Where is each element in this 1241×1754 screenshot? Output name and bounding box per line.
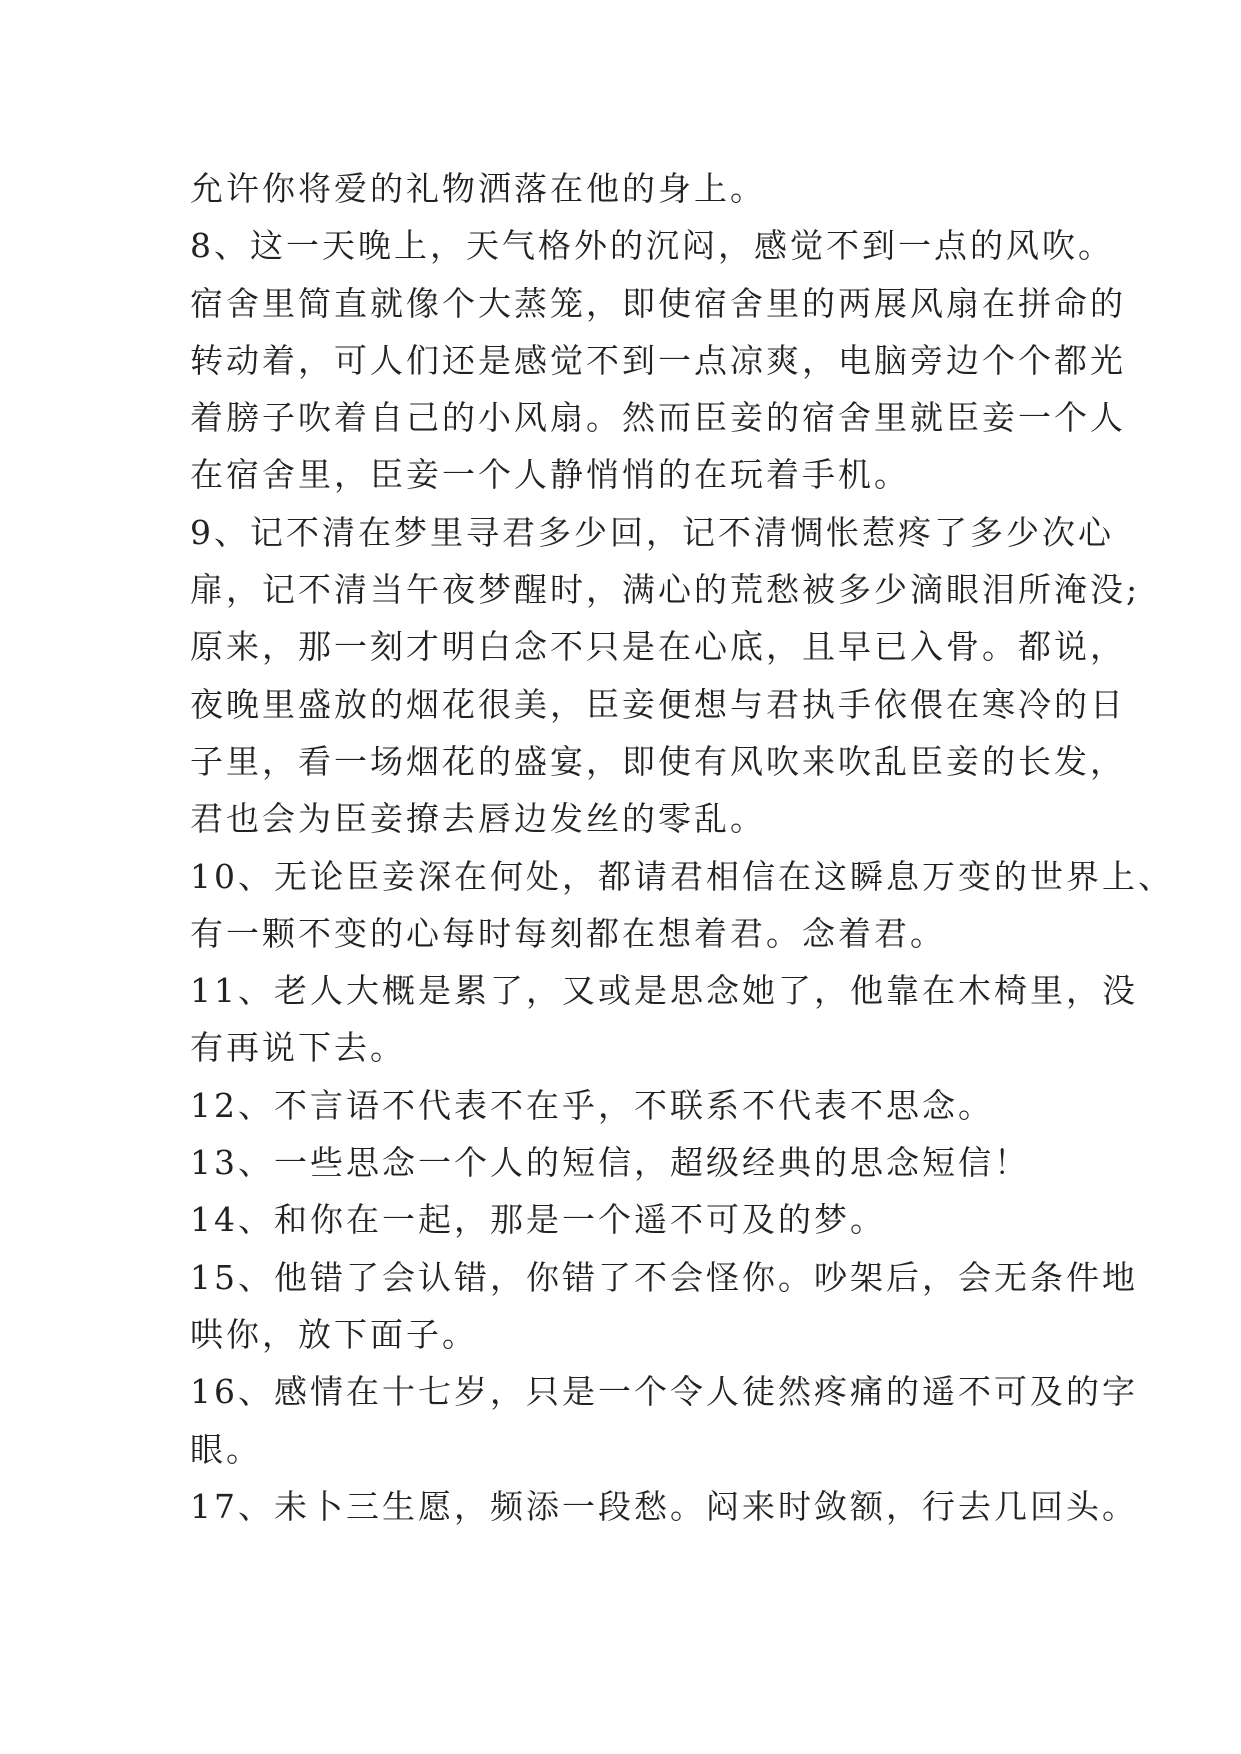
text-line: 15、他错了会认错，你错了不会怪你。吵架后，会无条件地 [190,1257,1138,1297]
text-line: 10、无论臣妾深在何处，都请君相信在这瞬息万变的世界上、 [190,856,1174,896]
text-line: 原来，那一刻才明白念不只是在心底，且早已入骨。都说， [190,627,1126,667]
text-line: 有再说下去。 [190,1028,406,1068]
text-line: 扉，记不清当午夜梦醒时，满心的荒愁被多少滴眼泪所淹没; [190,570,1141,610]
text-line: 着膀子吹着自己的小风扇。然而臣妾的宿舍里就臣妾一个人 [190,398,1126,438]
text-line: 转动着，可人们还是感觉不到一点凉爽，电脑旁边个个都光 [190,340,1126,380]
text-line: 有一颗不变的心每时每刻都在想着君。念着君。 [190,913,946,953]
text-line: 17、未卜三生愿，频添一段愁。闷来时敛额，行去几回头。 [190,1486,1138,1526]
text-line: 子里，看一场烟花的盛宴，即使有风吹来吹乱臣妾的长发， [190,741,1126,781]
text-line: 9、记不清在梦里寻君多少回，记不清惆怅惹疼了多少次心 [190,512,1114,552]
text-line: 在宿舍里，臣妾一个人静悄悄的在玩着手机。 [190,455,910,495]
text-line: 眼。 [190,1429,262,1469]
text-line: 哄你，放下面子。 [190,1314,478,1354]
text-line: 宿舍里简直就像个大蒸笼，即使宿舍里的两展风扇在拼命的 [190,283,1126,323]
text-line: 允许你将爱的礼物洒落在他的身上。 [190,169,766,208]
text-line: 夜晚里盛放的烟花很美，臣妾便想与君执手依偎在寒冷的日 [190,684,1126,724]
text-line: 君也会为臣妾撩去唇边发丝的零乱。 [190,799,766,839]
text-line: 13、一些思念一个人的短信，超级经典的思念短信！ [190,1143,1030,1183]
text-line: 8、这一天晚上，天气格外的沉闷，感觉不到一点的风吹。 [190,226,1114,266]
text-line: 14、和你在一起，那是一个遥不可及的梦。 [190,1200,886,1240]
text-line: 11、老人大概是累了，又或是思念她了，他靠在木椅里，没 [190,971,1138,1011]
text-line: 16、感情在十七岁，只是一个令人徒然疼痛的遥不可及的字 [190,1372,1138,1412]
text-line: 12、不言语不代表不在乎，不联系不代表不思念。 [190,1085,994,1125]
body-text [190,160,1174,1535]
